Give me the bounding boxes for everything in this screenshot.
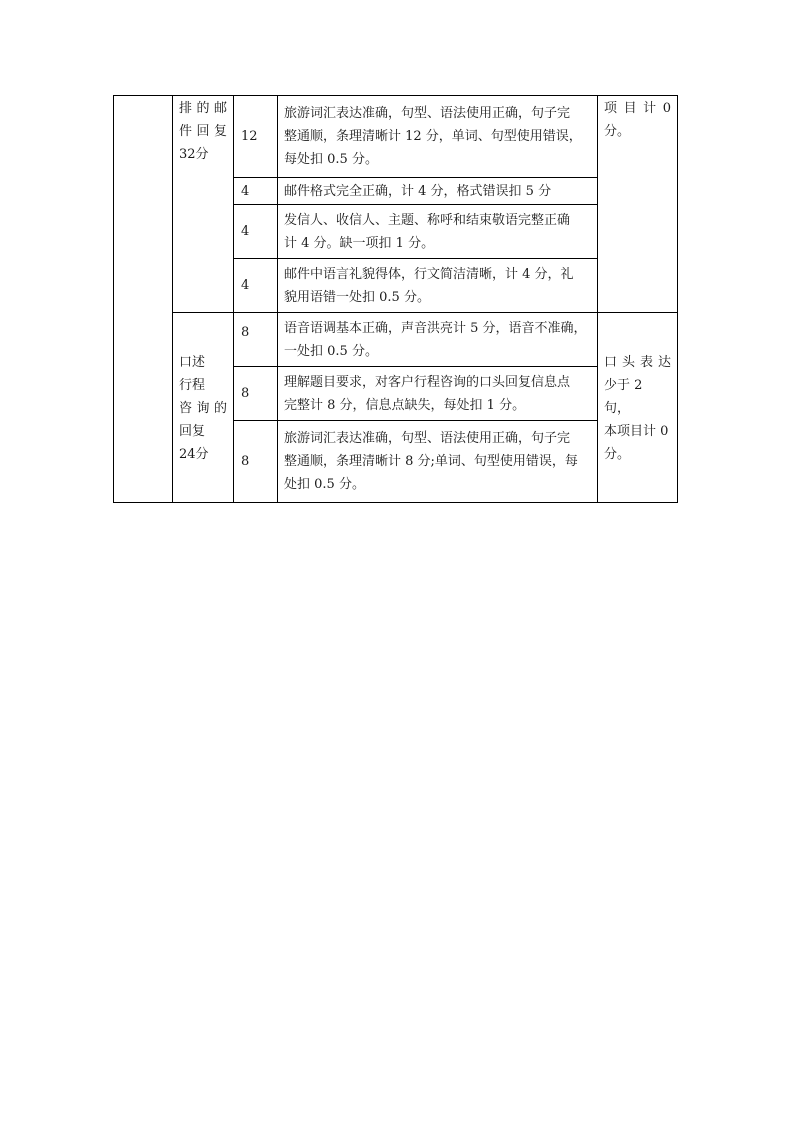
criteria-line: 理解题目要求，对客户行程咨询的口头回复信息点 <box>284 374 571 390</box>
score-value: 8 <box>241 325 250 340</box>
score-value: 4 <box>241 224 250 239</box>
score-cell <box>234 178 278 205</box>
criteria-cell <box>278 178 598 205</box>
remark-line: 分。 <box>604 124 631 139</box>
module-column-cell <box>114 96 173 503</box>
criteria-line: 发信人、收信人、主题、称呼和结束敬语完整正确 <box>284 212 571 228</box>
remark-line: 口头表达 <box>604 354 671 370</box>
remark-line: 少于 2 句， <box>604 377 643 416</box>
criteria-cell <box>278 367 598 421</box>
category-line: 口述 <box>179 354 206 370</box>
criteria-cell <box>278 205 598 259</box>
criteria-cell <box>278 259 598 313</box>
remark-line: 本项目计 0 <box>604 423 669 439</box>
category-line: 24分 <box>179 446 209 462</box>
category-line: 回复 <box>179 423 206 439</box>
score-cell <box>234 421 278 503</box>
criteria-line: 整通顺，条理清晰计 12 分，单词、句型使用错误， <box>284 129 582 144</box>
score-cell <box>234 96 278 178</box>
scoring-rubric-table <box>113 95 678 503</box>
category-line: 行程 <box>179 377 206 393</box>
criteria-line: 计 4 分。缺一项扣 1 分。 <box>284 235 435 251</box>
category-cell-oral <box>173 313 234 503</box>
score-cell <box>234 367 278 421</box>
score-value: 8 <box>241 386 250 401</box>
category-line: 排的邮 <box>179 101 227 116</box>
score-cell <box>234 259 278 313</box>
score-cell <box>234 205 278 259</box>
criteria-line: 旅游词汇表达准确，句型、语法使用正确，句子完 <box>284 431 571 446</box>
category-line: 件回复 <box>179 124 227 139</box>
score-value: 4 <box>241 278 250 293</box>
table-row <box>114 96 678 178</box>
criteria-cell <box>278 421 598 503</box>
criteria-line: 整通顺，条理清晰计 8 分;单词、句型使用错误，每 <box>284 454 578 469</box>
table-row <box>114 313 678 367</box>
criteria-line: 一处扣 0.5 分。 <box>284 343 378 359</box>
criteria-line: 完整计 8 分，信息点缺失，每处扣 1 分。 <box>284 397 526 413</box>
criteria-cell <box>278 313 598 367</box>
remark-line: 分。 <box>604 446 631 462</box>
score-cell <box>234 313 278 367</box>
score-value: 4 <box>241 183 250 199</box>
category-line: 32分 <box>179 147 209 162</box>
remark-cell-email <box>598 96 678 313</box>
criteria-line: 邮件格式完全正确，计 4 分，格式错误扣 5 分 <box>284 183 552 199</box>
score-value: 8 <box>241 454 250 469</box>
criteria-line: 旅游词汇表达准确，句型、语法使用正确，句子完 <box>284 106 571 121</box>
criteria-cell <box>278 96 598 178</box>
criteria-line: 邮件中语言礼貌得体，行文简洁清晰，计 4 分，礼 <box>284 266 574 282</box>
criteria-line: 每处扣 0.5 分。 <box>284 152 378 167</box>
criteria-line: 语音语调基本正确，声音洪亮计 5 分，语音不准确， <box>284 320 587 336</box>
criteria-line: 处扣 0.5 分。 <box>284 477 365 492</box>
criteria-line: 貌用语错一处扣 0.5 分。 <box>284 289 430 305</box>
remark-line: 项目计0 <box>604 101 671 116</box>
category-line: 咨询的 <box>179 400 227 416</box>
score-value: 12 <box>241 129 258 144</box>
category-cell-email <box>173 96 234 313</box>
remark-cell-oral <box>598 313 678 503</box>
